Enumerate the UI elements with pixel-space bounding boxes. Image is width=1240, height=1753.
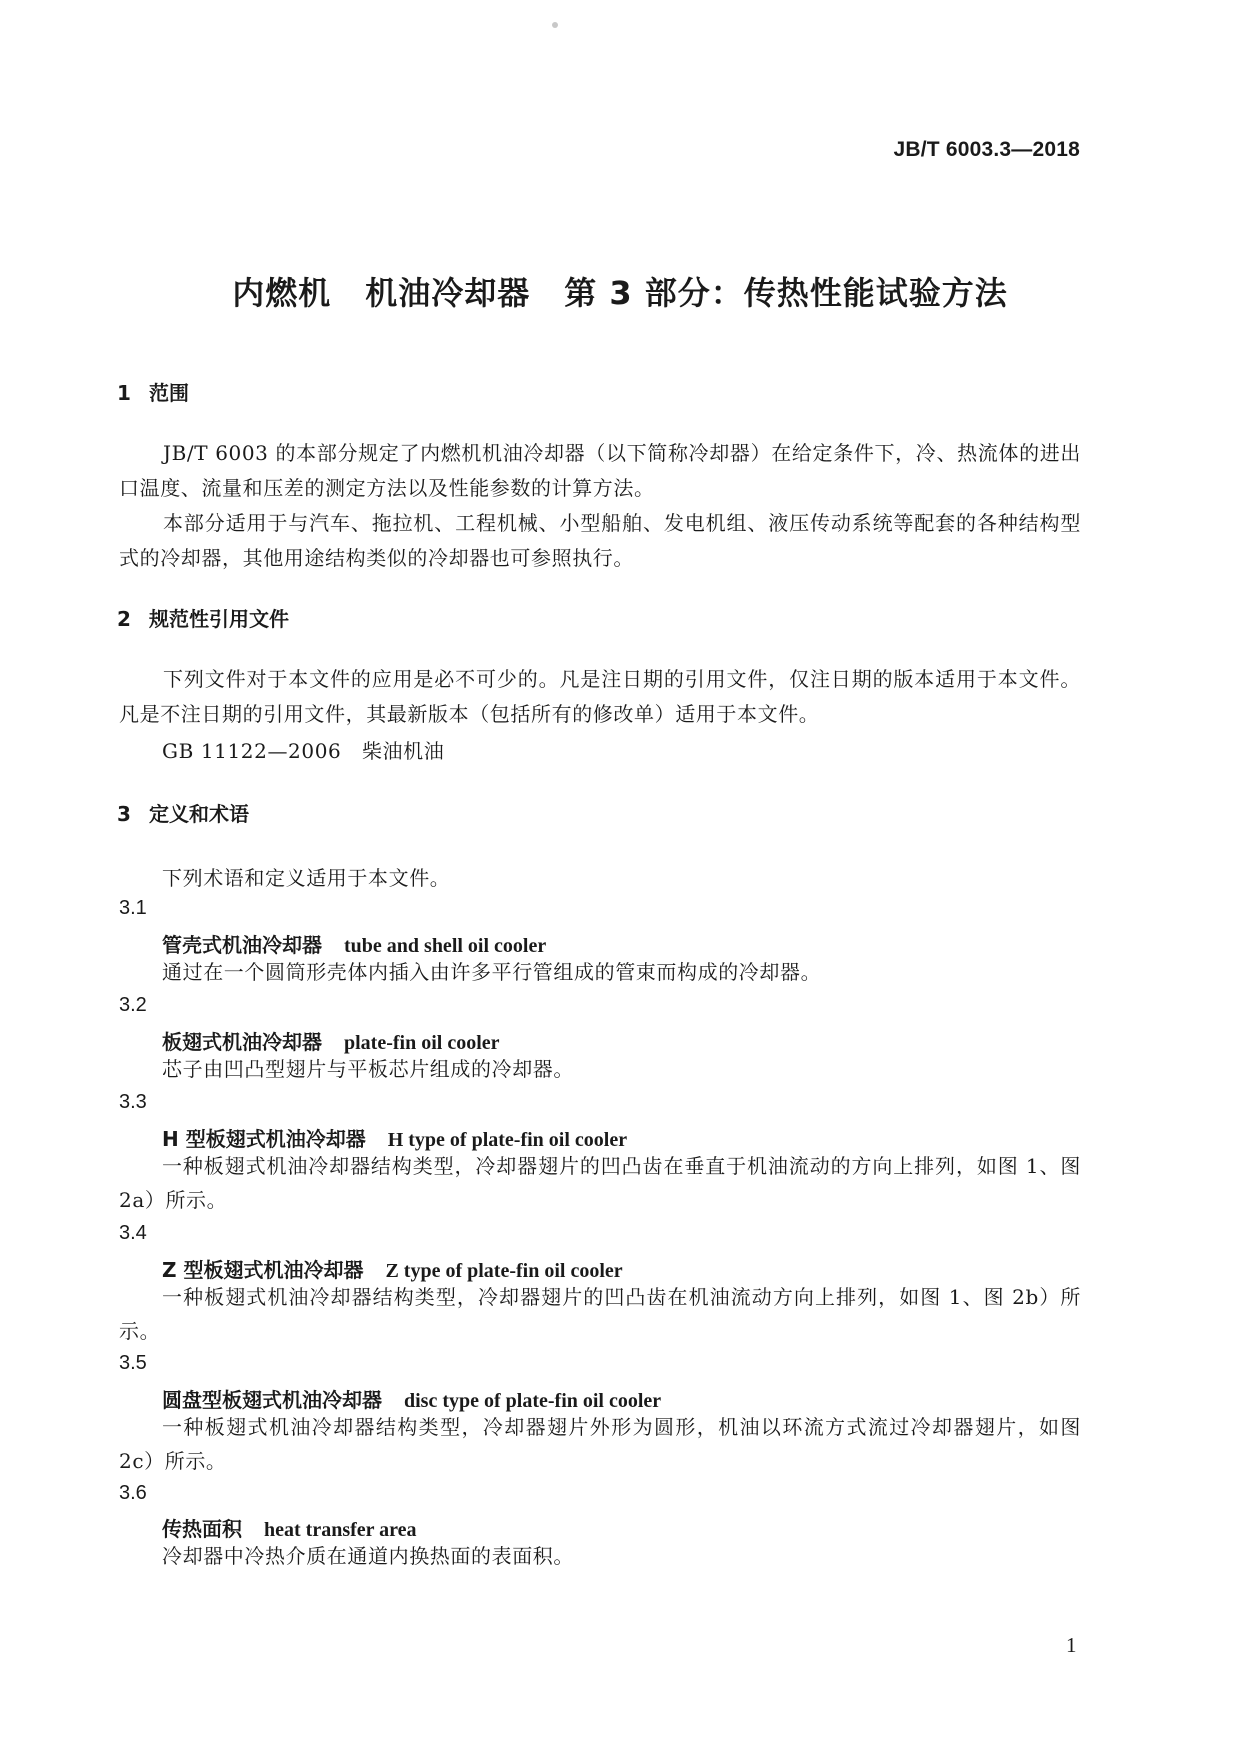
title-part-3: 第 3 部分：传热性能试验方法: [564, 274, 1008, 312]
page-number: 1: [1066, 1633, 1077, 1657]
section-1-heading: [117, 377, 189, 406]
term-en: tube and shell oil cooler: [344, 935, 547, 957]
section-number: 3: [117, 802, 131, 826]
section-3-intro: 下列术语和定义适用于本文件。: [162, 866, 451, 890]
term-en: H type of plate-fin oil cooler: [387, 1129, 628, 1151]
term-zh: 板翅式机油冷却器: [162, 1030, 322, 1054]
term-zh: H 型板翅式机油冷却器: [162, 1127, 366, 1151]
term-definition: 通过在一个圆筒形壳体内插入由许多平行管组成的管束而构成的冷却器。: [162, 960, 822, 984]
term-definition: 一种板翅式机油冷却器结构类型，冷却器翅片的凹凸齿在垂直于机油流动的方向上排列，如图 1、图 2a）所示。: [119, 1154, 1081, 1212]
term-zh: 传热面积: [162, 1517, 242, 1541]
normative-reference: GB 11122—2006 柴油机油: [162, 739, 445, 763]
term-number: 3.6: [119, 1482, 147, 1504]
term-en: Z type of plate-fin oil cooler: [385, 1260, 623, 1282]
term-zh: Z 型板翅式机油冷却器: [162, 1258, 364, 1282]
term-en: disc type of plate-fin oil cooler: [404, 1390, 662, 1412]
term-en: heat transfer area: [264, 1519, 417, 1541]
section-1-paragraph-2: 本部分适用于与汽车、拖拉机、工程机械、小型船舶、发电机组、液压传动系统等配套的各种结构型式的冷却器，其他用途结构类似的冷却器也可参照执行。: [119, 511, 1081, 570]
term-number: 3.3: [119, 1091, 147, 1113]
term-heading: [162, 1384, 661, 1413]
term-number: 3.1: [119, 897, 147, 919]
term-zh: 管壳式机油冷却器: [162, 933, 322, 957]
section-title: 范围: [149, 381, 189, 405]
section-title: 定义和术语: [149, 802, 249, 826]
section-2-heading: [117, 603, 289, 632]
term-en: plate-fin oil cooler: [344, 1032, 500, 1054]
title-part-1: 内燃机: [232, 274, 332, 312]
term-heading: [162, 929, 546, 958]
term-number: 3.5: [119, 1352, 147, 1374]
title-part-2: 机油冷却器: [365, 274, 531, 312]
document-title: [0, 268, 1240, 314]
term-definition: 一种板翅式机油冷却器结构类型，冷却器翅片的凹凸齿在机油流动方向上排列，如图 1、图 2b）所示。: [119, 1285, 1081, 1343]
term-heading: [162, 1123, 627, 1152]
term-heading: [162, 1254, 623, 1283]
term-number: 3.4: [119, 1222, 147, 1244]
term-definition: 芯子由凹凸型翅片与平板芯片组成的冷却器。: [162, 1057, 574, 1081]
section-number: 2: [117, 607, 131, 631]
section-1-paragraph-1: JB/T 6003 的本部分规定了内燃机机油冷却器（以下简称冷却器）在给定条件下，冷、热流体的进出口温度、流量和压差的测定方法以及性能参数的计算方法。: [119, 441, 1081, 500]
term-heading: [162, 1026, 500, 1055]
standard-number: JB/T 6003.3—2018: [893, 138, 1080, 161]
section-3-heading: [117, 798, 249, 827]
term-zh: 圆盘型板翅式机油冷却器: [162, 1388, 382, 1412]
term-definition: 冷却器中冷热介质在通道内换热面的表面积。: [162, 1544, 574, 1568]
term-definition: 一种板翅式机油冷却器结构类型，冷却器翅片外形为圆形，机油以环流方式流过冷却器翅片，如图 2c）所示。: [119, 1415, 1081, 1473]
term-heading: [162, 1513, 417, 1542]
term-number: 3.2: [119, 994, 147, 1016]
scan-mark: [552, 22, 558, 28]
section-number: 1: [117, 381, 131, 405]
section-title: 规范性引用文件: [149, 607, 289, 631]
section-2-paragraph: 下列文件对于本文件的应用是必不可少的。凡是注日期的引用文件，仅注日期的版本适用于本文件。凡是不注日期的引用文件，其最新版本（包括所有的修改单）适用于本文件。: [119, 667, 1081, 726]
